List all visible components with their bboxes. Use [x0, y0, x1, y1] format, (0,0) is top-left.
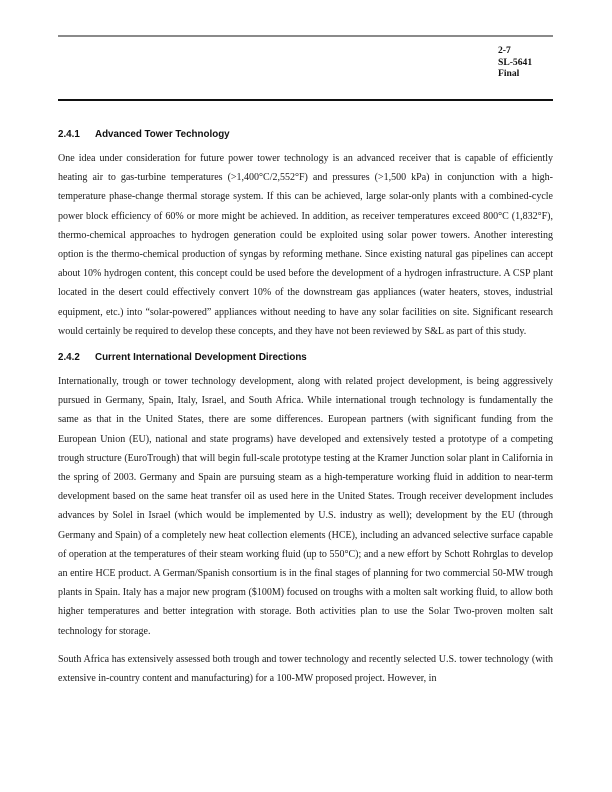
header-rule-top — [58, 35, 553, 37]
document-id: SL-5641 — [498, 56, 533, 68]
paragraph: Internationally, trough or tower technology development, along with related project development, is being aggressively pursued in Germany, Spain, Italy, Israel, and South Africa. While international trough technology is fundamentally the same as that in the United States, there are some differences. European partners (with significant funding from the European Union (EU), national and state programs) have developed and extensively tested a prototype of a competing trough structure (EuroTrough) that will begin full-scale prototype testing at the Kramer Junction solar plant in California in the spring of 2003. Germany and Spain are pursuing steam as a high-temperature working fluid in addition to near-term development based on the same heat transfer oil as used here in the United States. Trough receiver development includes advances by Solel in Israel (which would be implemented by U.S. industry as well); development by the EU (through Germany and Spain) of a completely new heat collection elements (HCE), including an advanced selective surface capable of operation at the temperatures of their steam working fluid (up to 550°C); and a new effort by Schott Rohrglas to develop an entire HCE product. A German/Spanish consortium is in the final stages of planning for two commercial 50-MW trough plants in Spain. Italy has a major new program ($100M) focused on troughs with a molten salt working fluid, to allow both higher temperatures and better integration with storage. Both activities plan to use the Solar Two-proven molten salt technology for storage. — [58, 376, 553, 637]
section-heading — [58, 351, 553, 365]
section-title: Advanced Tower Technology — [95, 129, 230, 140]
section-number: 2.4.2 — [58, 352, 80, 364]
paragraph: South Africa has extensively assessed both trough and tower technology and recently selected U.S. tower technology (with extensive in-country content and manufacturing) for a 100-MW proposed project. However, in — [58, 653, 553, 685]
page-number: 2-7 — [498, 45, 511, 56]
document-status: Final — [498, 68, 520, 79]
page-header — [498, 45, 532, 80]
header-rule-bottom — [58, 99, 553, 101]
document-body — [58, 128, 553, 688]
section-number: 2.4.1 — [58, 129, 80, 140]
section-heading — [58, 128, 553, 142]
paragraph: One idea under consideration for future power tower technology is an advanced receiver that is capable of efficiently heating air to gas-turbine temperatures (>1,400°C/2,552°F) and pressures (>1,500 kPa) in conjunction with a high-temperature phase-change thermal storage system. If this can be achieved, large solar-only plants with a combined-cycle power block efficiency of 60% or more might be achieved. In addition, as receiver temperatures exceed 800°C (1,832°F), thermo-chemical approaches to hydrogen generation could be exploited using solar power towers. Another interesting option is the thermo-chemical production of syngas by reforming methane. Since existing natural gas pipelines can accept about 10% hydrogen content, this concept could be used before the development of a hydrogen infrastructure. A CSP plant located in the desert could effectively convert 10% of the downstream gas appliances (water heaters, stoves, industrial equipment, etc.) into “solar-powered” appliances without needing to have any solar facilities on site. Significant research would certainly be required to develop these concepts, and they have not been reviewed by S&L as part of this study. — [58, 153, 553, 337]
section-title: Current International Development Directions — [95, 352, 307, 364]
